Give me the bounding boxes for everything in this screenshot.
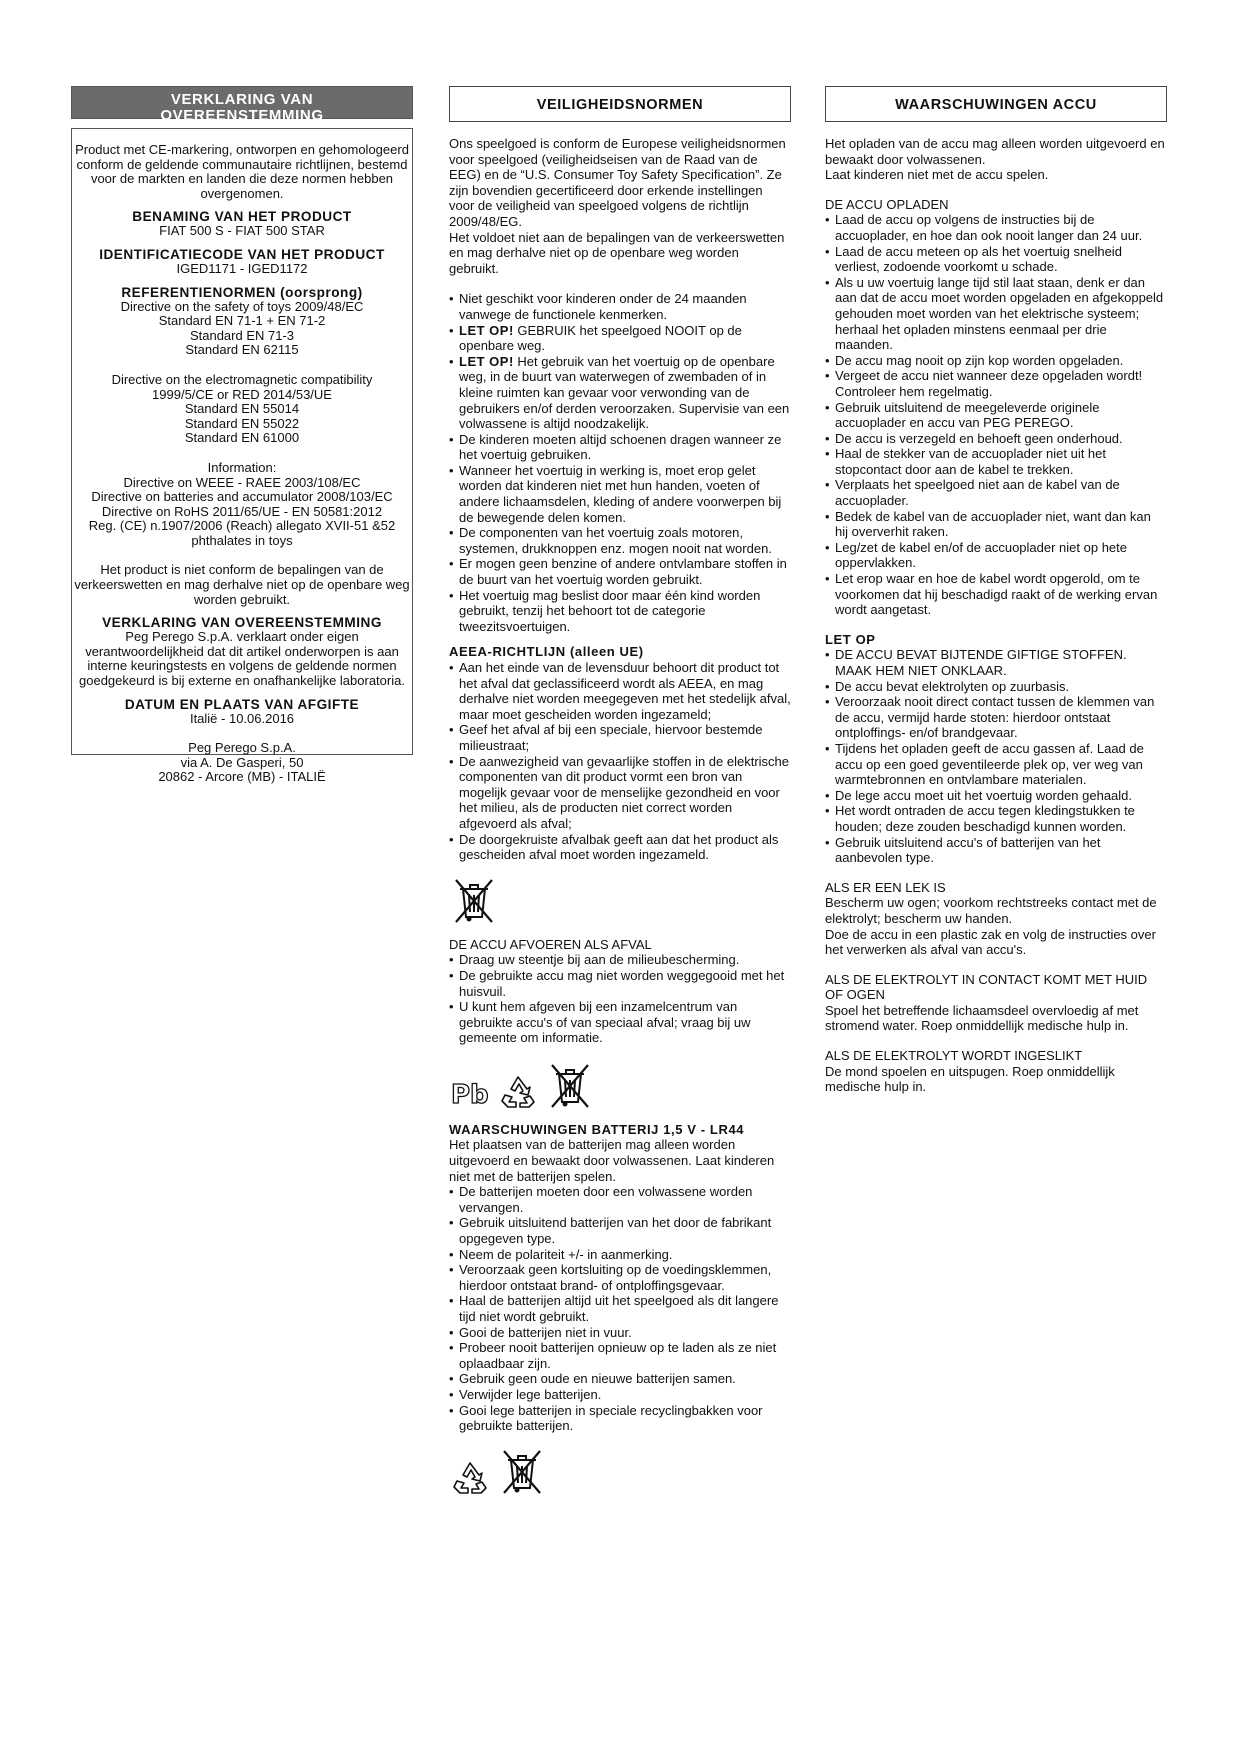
contact-title: ALS DE ELEKTROLYT IN CONTACT KOMT MET HUID OF OGEN (825, 971, 1148, 1003)
reference-norms-title: REFERENTIENORMEN (oorsprong) (121, 284, 363, 300)
list-item: • De gebruikte accu mag niet worden weggegooid met het huisvuil. (449, 968, 791, 999)
declaration-box (71, 128, 413, 785)
leak-title: ALS ER EEN LEK IS (825, 879, 946, 895)
address-line: Peg Perego S.p.A. (188, 740, 296, 756)
letop-title: LET OP (825, 631, 876, 647)
emc-line: Standard EN 55014 (184, 401, 300, 417)
list-item: • Geef het afval af bij een speciale, hiervoor bestemde milieustraat; (449, 722, 791, 753)
list-item: • Gebruik uitsluitend de meegeleverde originele accuoplader en accu van PEG PEREGO. (825, 400, 1167, 431)
charge-list (825, 212, 1167, 617)
leak-text-2: Doe de accu in een plastic zak en volg de instructies over het verwerken als afval van accu's. (825, 926, 1156, 958)
battery-list (449, 1184, 791, 1434)
list-item: • Let erop waar en hoe de kabel wordt opgerold, om te voorkomen dat hij beschadigd raakt of de werking ervan wordt aangetast. (825, 571, 1167, 618)
list-item: • Haal de stekker van de accuoplader niet uit het stopcontact door aan de kabel te trekken. (825, 446, 1167, 477)
declaration-column (71, 86, 413, 785)
list-item: • De accu is verzegeld en behoeft geen onderhoud. (825, 431, 1167, 447)
emc-line: Standard EN 55022 (184, 415, 300, 431)
safety-list (449, 291, 791, 634)
letop-list (825, 647, 1167, 865)
list-item: • De batterijen moeten door een volwassene worden vervangen. (449, 1184, 791, 1215)
list-item: • Bedek de kabel van de accuoplader niet, want dan kan hij oververhit raken. (825, 509, 1167, 540)
reference-line: Standard EN 62115 (185, 342, 299, 358)
list-item: • Laad de accu meteen op als het voertuig snelheid verliest, zodoende voorkomt u schade. (825, 244, 1167, 275)
info-line: Reg. (CE) n.1907/2006 (Reach) allegato XVII-51 &52 (88, 518, 396, 534)
list-item: • Er mogen geen benzine of andere ontvlambare stoffen in de buurt van het voertuig worden gebruikt. (449, 556, 791, 587)
recycle-icon (499, 1074, 537, 1110)
accu-intro-2: Laat kinderen niet met de accu spelen. (825, 167, 1049, 183)
issue-date-title: DATUM EN PLAATS VAN AFGIFTE (124, 696, 360, 712)
emc-line: 1999/5/CE or RED 2014/53/UE (152, 386, 332, 402)
not-conform-text: Het product is niet conform de bepalingen van de verkeerswetten en mag derhalve niet op de openbare weg worden gebruikt. (74, 562, 410, 607)
swallow-title: ALS DE ELEKTROLYT WORDT INGESLIKT (825, 1048, 1083, 1064)
info-line: Information: (207, 459, 277, 475)
accu-intro: Het opladen van de accu mag alleen worden uitgevoerd en bewaakt door volwassenen. (825, 136, 1165, 167)
list-item: • Gebruik geen oude en nieuwe batterijen samen. (449, 1371, 791, 1387)
crossed-bin-icon (499, 1446, 545, 1496)
list-item: • Laad de accu op volgens de instructies bij de accuoplader, en hoe dan ook nooit langer dan 24 uur. (825, 212, 1167, 243)
list-item: • De accu bevat elektrolyten op zuurbasis. (825, 679, 1167, 695)
swallow-text: De mond spoelen en uitspugen. Roep onmiddellijk medische hulp in. (825, 1063, 1115, 1095)
safety-header: VEILIGHEIDSNORMEN (449, 86, 791, 122)
reference-line: Standard EN 71-3 (189, 327, 295, 343)
dispose-list (449, 952, 791, 1046)
list-item: • Vergeet de accu niet wanneer deze opgeladen wordt! Controleer hem regelmatig. (825, 368, 1167, 399)
dispose-title: DE ACCU AFVOEREN ALS AFVAL (449, 936, 652, 952)
address-line: 20862 - Arcore (MB) - ITALIË (158, 769, 326, 785)
list-item: • LET OP! Het gebruik van het voertuig op de openbare weg, in de buurt van waterwegen of zwembaden of in kleine ruimten kan gevaar voor verwonding van de gebruikers en/of derden veroorzaken. Supervisie van een volwassene is altijd noodzakelijk. (449, 354, 791, 432)
id-code: IGED1171 - IGED1172 (176, 260, 308, 276)
safety-column (449, 86, 791, 1496)
list-item: • De accu mag nooit op zijn kop worden opgeladen. (825, 353, 1167, 369)
declaration-intro: Product met CE-markering, ontworpen en gehomologeerd conform de geldende communautaire richtlijnen, bestemd voor de markten en landen die deze normen hebben overgenomen. (75, 142, 409, 201)
list-item: • Gooi de batterijen niet in vuur. (449, 1325, 791, 1341)
pb-label: Pb (451, 1079, 489, 1110)
contact-text: Spoel het betreffende lichaamsdeel overvloedig af met stromend water. Roep onmiddellijk medische hulp in. (825, 1002, 1139, 1034)
reference-line: Directive on the safety of toys 2009/48/EC (120, 298, 364, 314)
leak-text: Bescherm uw ogen; voorkom rechtstreeks contact met de elektrolyt; bescherm uw handen. (825, 895, 1157, 926)
list-item: • LET OP! GEBRUIK het speelgoed NOOIT op de openbare weg. (449, 323, 791, 354)
recycle-icon (451, 1460, 489, 1496)
battery-warnings-column (825, 86, 1167, 1095)
list-item: • Gebruik uitsluitend accu's of batterijen van het aanbevolen type. (825, 835, 1167, 866)
aeea-title: AEEA-RICHTLIJN (alleen UE) (449, 644, 644, 660)
list-item: • Neem de polariteit +/- in aanmerking. (449, 1247, 791, 1263)
safety-intro: Ons speelgoed is conform de Europese veiligheidsnormen voor speelgoed (veiligheidseisen van de Raad van de EEG) en de “U.S. Consumer Toy Safety Specification”. Ze zijn bovendien gecertificeerd door erkende instellingen voor de veiligheid van speelgoed volgens de richtlijn 2009/48/EG. (449, 136, 786, 229)
list-item: • Gooi lege batterijen in speciale recyclingbakken voor gebruikte batterijen. (449, 1403, 791, 1434)
list-item: • Gebruik uitsluitend batterijen van het door de fabrikant opgegeven type. (449, 1215, 791, 1246)
battery-icons (451, 1060, 791, 1110)
list-item: • De doorgekruiste afvalbak geeft aan dat het product als gescheiden afval moet worden ingezameld. (449, 832, 791, 863)
list-item: • Verplaats het speelgoed niet aan de kabel van de accuoplader. (825, 477, 1167, 508)
address-line: via A. De Gasperi, 50 (180, 754, 304, 770)
list-item: • Wanneer het voertuig in werking is, moet erop gelet worden dat kinderen niet met hun handen, voeten of andere lichaamsdelen, kleding of andere voorwerpen bij de bewegende delen komen. (449, 463, 791, 525)
charge-title: DE ACCU OPLADEN (825, 196, 949, 212)
battery-title: WAARSCHUWINGEN BATTERIJ 1,5 V - LR44 (449, 1121, 745, 1137)
list-item: • Aan het einde van de levensduur behoort dit product tot het afval dat geclassificeerd wordt als AEEA, en mag derhalve niet worden meegegeven met het stedelijk afval, maar moet gescheiden worden ingezameld; (449, 660, 791, 722)
issue-date: Italië - 10.06.2016 (189, 710, 295, 726)
product-name: FIAT 500 S - FIAT 500 STAR (159, 223, 325, 239)
list-item: • De lege accu moet uit het voertuig worden gehaald. (825, 788, 1167, 804)
product-name-title: BENAMING VAN HET PRODUCT (132, 209, 352, 225)
list-item: • Haal de batterijen altijd uit het speelgoed als dit langere tijd niet wordt gebruikt. (449, 1293, 791, 1324)
declaration-text: Peg Perego S.p.A. verklaart onder eigen verantwoordelijkheid dat dit artikel onderworpen is aan interne keuringstests en volgens de geldende normen goedgekeurd is bij externe en onafhankelijke laboratoria. (79, 629, 405, 689)
list-item: • Probeer nooit batterijen opnieuw op te laden als ze niet oplaadbaar zijn. (449, 1340, 791, 1371)
safety-intro-2: Het voldoet niet aan de bepalingen van de verkeerswetten en mag derhalve niet op de openbare weg worden gebruikt. (449, 229, 785, 276)
list-item: • Niet geschikt voor kinderen onder de 24 maanden vanwege de functionele kenmerken. (449, 291, 791, 322)
list-item: • Als u uw voertuig lange tijd stil laat staan, denk er dan aan dat de accu moet worden opgeladen en afgekoppeld gehouden moet worden van het elektrische systeem; herhaal het opladen minstens eenmaal per drie maanden. (825, 275, 1167, 353)
declaration-title: VERKLARING VAN OVEREENSTEMMING (102, 615, 382, 631)
list-item: • Tijdens het opladen geeft de accu gassen af. Laad de accu op een goed geventileerde plek op, ver weg van warmtebronnen en ontvlambare materialen. (825, 741, 1167, 788)
list-item: • Verwijder lege batterijen. (449, 1387, 791, 1403)
list-item: • De aanwezigheid van gevaarlijke stoffen in de elektrische componenten van dit product vormt een bron van mogelijk gevaar voor de menselijke gezondheid en voor het milieu, als de producten niet correct worden afgevoerd als afval; (449, 754, 791, 832)
info-line: Directive on WEEE - RAEE 2003/108/EC (123, 474, 361, 490)
list-item: • Draag uw steentje bij aan de milieubescherming. (449, 952, 791, 968)
crossed-bin-icon (547, 1060, 593, 1110)
info-line: Directive on RoHS 2011/65/UE - EN 50581:2012 (101, 503, 383, 519)
aeea-list (449, 660, 791, 863)
list-item: • Veroorzaak geen kortsluiting op de voedingsklemmen, hierdoor ontstaat brand- of ontploffingsgevaar. (449, 1262, 791, 1293)
info-line: Directive on batteries and accumulator 2008/103/EC (91, 489, 393, 505)
list-item: • De componenten van het voertuig zoals motoren, systemen, drukknoppen enz. mogen nooit nat worden. (449, 525, 791, 556)
battery-intro: Het plaatsen van de batterijen mag alleen worden uitgevoerd en bewaakt door volwassenen. Laat kinderen niet met de batterijen spelen. (449, 1137, 775, 1184)
id-code-title: IDENTIFICATIECODE VAN HET PRODUCT (99, 246, 385, 262)
list-item: • DE ACCU BEVAT BIJTENDE GIFTIGE STOFFEN. MAAK HEM NIET ONKLAAR. (825, 647, 1167, 678)
emc-line: Standard EN 61000 (184, 430, 300, 446)
list-item: • Leg/zet de kabel en/of de accuoplader niet op hete oppervlakken. (825, 540, 1167, 571)
crossed-bin-icon (451, 875, 791, 925)
list-item: • Veroorzaak nooit direct contact tussen de klemmen van de accu, vermijd harde stoten: hierdoor ontstaat ontploffings- en/of brandgevaar. (825, 694, 1167, 741)
emc-line: Directive on the electromagnetic compatibility (111, 371, 373, 387)
info-line: phthalates in toys (191, 532, 293, 548)
declaration-header: VERKLARING VAN OVEREENSTEMMING (71, 86, 413, 119)
battery-disposal-icons (451, 1446, 791, 1496)
list-item: • U kunt hem afgeven bij een inzamelcentrum van gebruikte accu's of van speciaal afval; vraag bij uw gemeente om informatie. (449, 999, 791, 1046)
battery-warnings-header: WAARSCHUWINGEN ACCU (825, 86, 1167, 122)
reference-line: Standard EN 71-1 + EN 71-2 (158, 313, 326, 329)
list-item: • Het voertuig mag beslist door maar één kind worden gebruikt, tenzij het behoort tot de categorie tweezitsvoertuigen. (449, 588, 791, 635)
list-item: • Het wordt ontraden de accu tegen kledingstukken te houden; deze zouden beschadigd kunnen worden. (825, 803, 1167, 834)
list-item: • De kinderen moeten altijd schoenen dragen wanneer ze het voertuig gebruiken. (449, 432, 791, 463)
